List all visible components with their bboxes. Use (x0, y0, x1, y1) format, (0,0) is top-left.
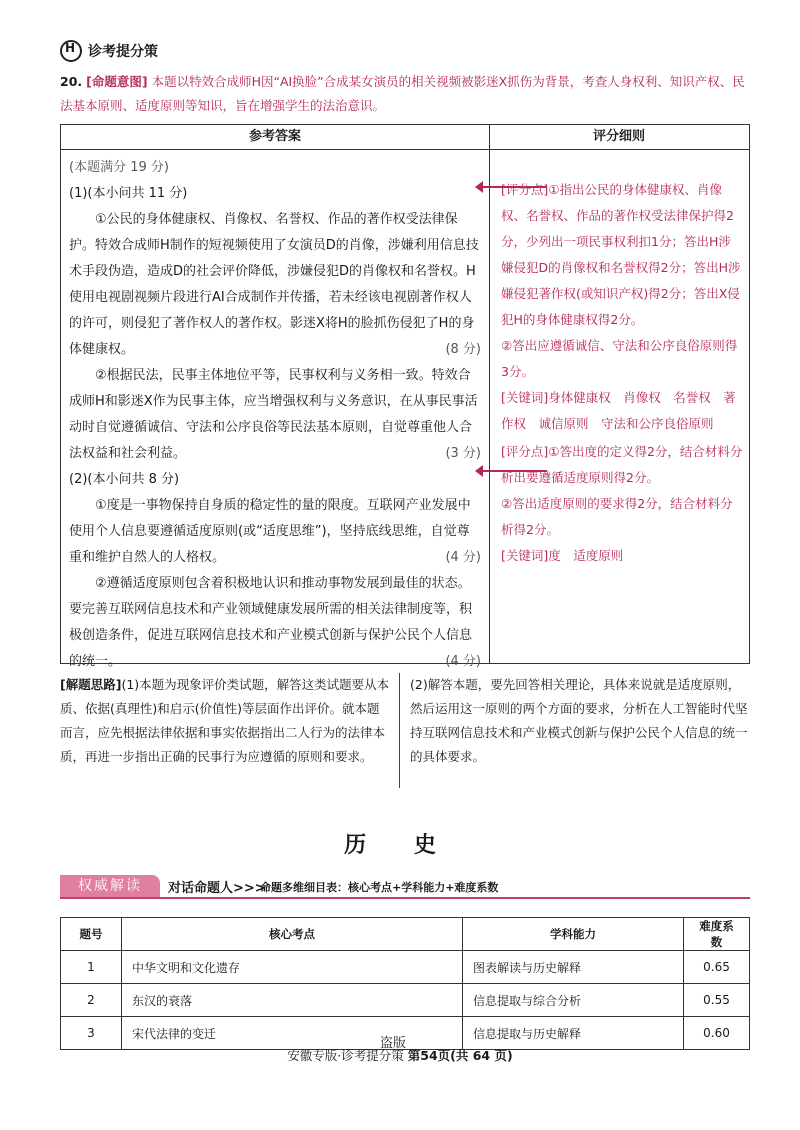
rule-keywords-2: [关键词]度 适度原则 (501, 548, 624, 563)
answer-table (60, 124, 750, 669)
cell-no: 3 (61, 1017, 122, 1050)
table-header-row (61, 918, 750, 951)
col-header: 核心考点 (122, 918, 463, 951)
reference-answer (69, 155, 481, 675)
part1-point2-score: (3 分) (445, 446, 481, 461)
part2-point1-score: (4 分) (445, 550, 481, 565)
rule-point-2: ②答出应遵循诚信、守法和公序良俗原则得3分。 (501, 338, 738, 379)
cell-ability: 图表解读与历史解释 (463, 951, 684, 984)
scoring-rules (501, 177, 743, 569)
cell-diff: 0.60 (684, 1017, 750, 1050)
solution-idea-part1: (1)本题为现象评价类试题，解答这类试题要从本质、依据(真理性)和启示(价值性)等层面作出评价。就本题而言，应先根据法律依据和事实依据指出二人行为的法律本质，再进一步指出正确的民事行为应遵循的原则和要求。 (60, 677, 390, 764)
brand-name: 诊考提分策 (88, 44, 158, 60)
rule-point-4: ②答出适度原则的要求得2分，结合材料分析得2分。 (501, 496, 733, 537)
cell-no: 2 (61, 984, 122, 1017)
part1-point2: ②根据民法，民事主体地位平等，民事权利与义务相一致。特效合成师H和影迷X作为民事主体，应当增强权利与义务意识，在从事民事活动时自觉遵循诚信、守法和公序良俗等民法基本原则，自觉尊重他人合法权益和社会利益。 (3 分) (69, 363, 481, 467)
part1-heading: (1)(本小问共 11 分) (69, 186, 188, 201)
part2-point1: ①度是一事物保持自身质的稳定性的量的限度。互联网产业发展中使用个人信息要遵循适度原则(或“适度思维”)，坚持底线思维，自觉尊重和维护自然人的人格权。 (4 分) (69, 493, 481, 571)
column-divider (399, 673, 400, 788)
dialog-title: 对话命题人>>> (168, 881, 266, 896)
cell-diff: 0.55 (684, 984, 750, 1017)
watermark-stamp: 盗版 (380, 1036, 407, 1051)
question-number: 20. (60, 74, 83, 89)
part2-heading: (2)(本小问共 8 分) (69, 472, 180, 487)
banner-label: 权威解读 (60, 875, 160, 897)
part1-point1: ①公民的身体健康权、肖像权、名誉权、作品的著作权受法律保护。特效合成师H制作的短视频使用了女演员D的肖像，涉嫌利用信息技术手段伪造，造成D的社会评价降低，涉嫌侵犯D的肖像权和名誉权。H使用电视剧视频片段进行AI合成制作并传播，若未经该电视剧著作权人的许可，则侵犯了著作权人的著作权。影迷X将H的脸抓伤侵犯了H的身体健康权。 (8 分) (69, 207, 481, 363)
rule-keywords-1: [关键词]身体健康权 肖像权 名誉权 著作权 诚信原则 守法和公序良俗原则 (501, 390, 736, 431)
answer-column-header: 参考答案 (248, 129, 301, 144)
cell-ability: 信息提取与历史解释 (463, 1017, 684, 1050)
page-number: 第54页(共 64 页) (407, 1048, 513, 1063)
footer-text: 安徽专版·诊考提分策 (287, 1048, 404, 1063)
part2-point2: ②遵循适度原则包含着积极地认识和推动事物发展到最佳的状态。要完善互联网信息技术和产业领域健康发展所需的相关法律制度等，积极创造条件，促进互联网信息技术和产业模式创新与保护公民个人信息的统一。 (4 分) (69, 571, 481, 675)
authority-banner (60, 875, 750, 897)
col-header: 题号 (61, 918, 122, 951)
cell-diff: 0.65 (684, 951, 750, 984)
section-title: 历 史 (344, 833, 456, 858)
cell-point: 宋代法律的变迁 (122, 1017, 463, 1050)
history-spec-table (60, 917, 750, 1050)
col-header: 难度系数 (684, 918, 750, 951)
part2-point2-score: (4 分) (445, 654, 481, 669)
cell-point: 东汉的衰落 (122, 984, 463, 1017)
table-row (61, 951, 750, 984)
dialog-subtitle: 命题多维细目表：核心考点+学科能力+难度系数 (260, 881, 499, 894)
brand-logo-icon (60, 40, 82, 62)
solution-idea-part2: (2)解答本题，要先回答相关理论，具体来说就是适度原则，然后运用这一原则的两个方面的要求，分析在人工智能时代坚持互联网信息技术和产业模式创新与保护公民个人信息的统一的具体要求。 (410, 677, 748, 764)
total-score: (本题满分 19 分) (69, 160, 169, 175)
rule-point-1: [评分点]①指出公民的身体健康权、肖像权、名誉权、作品的著作权受法律保护得2分，少列出一项民事权利扣1分；答出H涉嫌侵犯D的肖像权和名誉权得2分；答出H涉嫌侵犯著作权(或知识产权)得2分；答出X侵犯H的身体健康权得2分。 (501, 182, 741, 327)
cell-no: 1 (61, 951, 122, 984)
intent-tag: [命题意图] (86, 74, 148, 89)
rules-column-header: 评分细则 (592, 129, 645, 144)
intent-text: 本题以特效合成师H因“AI换脸”合成某女演员的相关视频被影迷X抓伤为背景，考查人身权利、知识产权、民法基本原则、适度原则等知识，旨在增强学生的法治意识。 (60, 74, 745, 113)
question-20-intent (60, 70, 750, 118)
cell-point: 中华文明和文化遗存 (122, 951, 463, 984)
rule-point-3: [评分点]①答出度的定义得2分，结合材料分析出要遵循适度原则得2分。 (501, 444, 743, 485)
page-header (60, 40, 158, 62)
solution-idea-tag: [解题思路] (60, 677, 122, 692)
col-header: 学科能力 (463, 918, 684, 951)
part1-point1-score: (8 分) (445, 342, 481, 357)
solution-idea-left (60, 673, 390, 769)
table-row (61, 984, 750, 1017)
cell-ability: 信息提取与综合分析 (463, 984, 684, 1017)
page-footer (0, 1046, 800, 1064)
